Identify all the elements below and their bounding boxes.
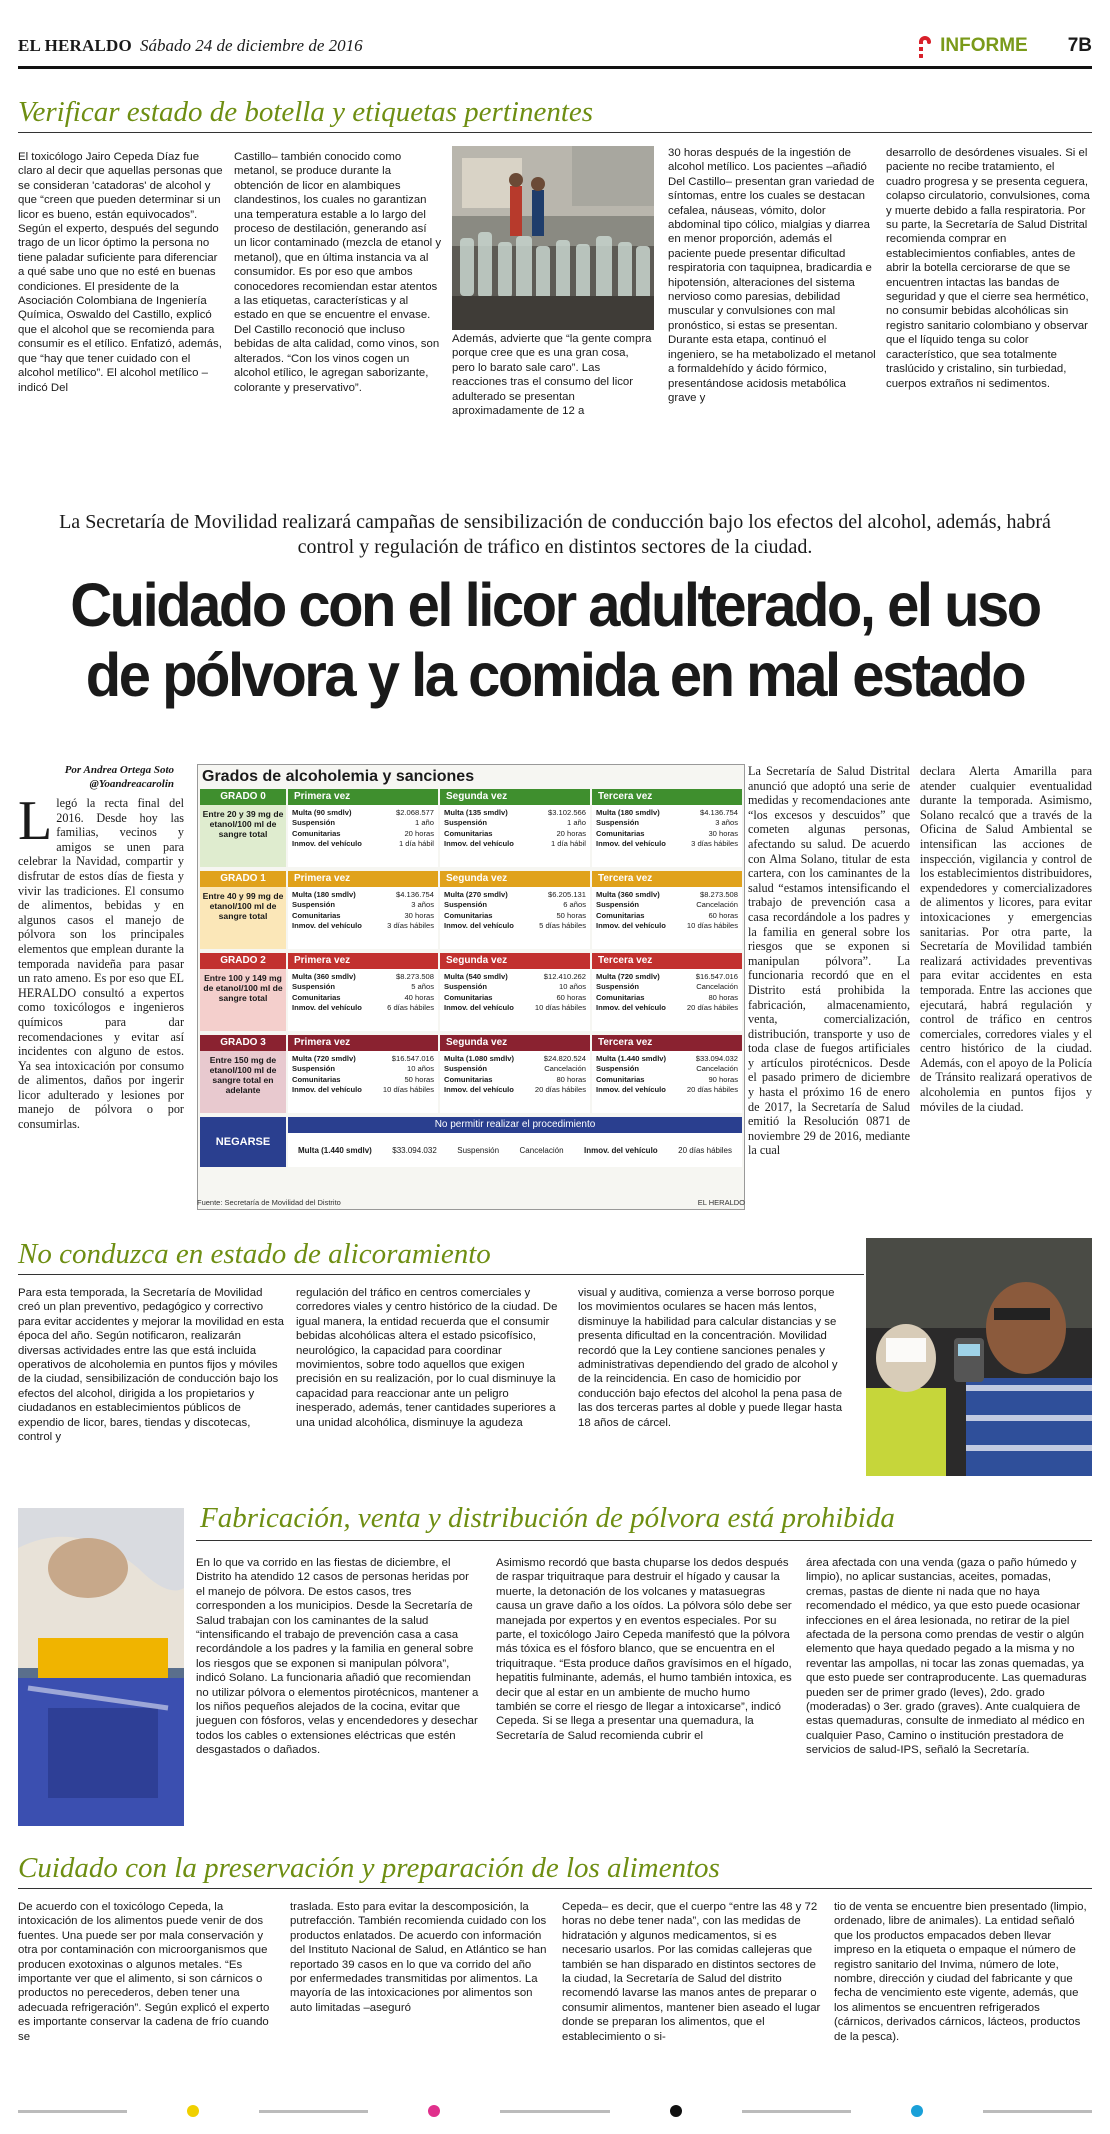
offense-heading: Tercera vez [592,1035,742,1051]
grade-row [200,1035,742,1113]
sanction-type: Suspensión [596,900,640,910]
author-name: Por Andrea Ortega Soto [64,764,174,776]
sanction-type: Inmov. del vehículo [444,921,514,931]
sanction-type: Comunitarias [596,828,645,838]
sanction-line [292,1064,434,1074]
sanction-type: Multa (360 smdlv) [596,890,660,899]
sanction-value: 10 días hábiles [534,1003,586,1013]
section-rule [18,1274,864,1275]
sanction-type: Comunitarias [292,910,341,920]
grade-description: Entre 40 y 99 mg de etanol/100 ml de sangre total [202,891,284,921]
offense-heading: Primera vez [288,953,438,969]
sanction-type: Comunitarias [444,910,493,920]
sanction-type: Suspensión [444,1064,488,1074]
sanction-value: 80 horas [708,992,738,1002]
section-title-food: Cuidado con la preservación y preparación de los alimentos [18,1852,720,1884]
sanction-line [292,839,434,849]
page-number: 7B [1067,35,1092,56]
sanction-type: Suspensión [596,818,640,828]
sanction-type: Multa (720 smdlv) [292,1054,356,1063]
sanction-line [444,921,586,931]
color-dot [911,2105,923,2117]
sanction-value: 20 días hábiles [686,1085,738,1095]
article-column: En lo que va corrido en las fiestas de diciembre, el Distrito ha atendido 12 casos de personas heridas por el manejo de pólvora. De estos casos, tres corresponden a los municipios. Desde la Secretaría de Salud trabajan con los caminantes de la salud “intensificando el trabajo de prevención casa a casa recordándole a los padres y la familia en general sobre los riesgos que se exponen si manipulan pólvora”, indicó Solano. La funcionaria añadió que recomiendan no utilizar pólvora o elementos pirotécnicos, mantener a los niños pequeños alejados de la cocina, evitar que jueguen con fósforos, velas y encendedores y desechar todos los cables o extensiones eléctricas que estén desgastados o dañados. [196,1557,479,1757]
breathalyzer-photo [866,1238,1092,1476]
newspaper-name: EL HERALDO [18,36,132,55]
sanction-type: Comunitarias [596,910,645,920]
article-column: Además, advierte que “la gente compra porque cree que es una gran cosa, pero lo barato sale caro”. Las reacciones tras el consumo del licor adulterado se presentan aproximadamente de 12 a [452,333,652,418]
sanction-value: $8.273.508 [395,972,434,981]
sanction-type: Suspensión [596,982,640,992]
sanction-value: 50 horas [556,910,586,920]
sanction-value: $16.547.016 [391,1054,434,1063]
article-column: desarrollo de desórdenes visuales. Si el paciente no recibe tratamiento, el cuadro progresa y se presenta ceguera, colapso circulatorio, convulsiones, coma y muerte debido a falla respiratoria. Por su parte, la Secretaría de Salud Distrital recomienda comprar en establecimientos confiables, antes de abrir la botella cerciorarse de que se encuentren intactas las bandas de seguridad y que el cierre sea hermético, no consumir bebidas alcohólicas sin registro sanitario colombiano y observar que el líquido tenga su color característico, que sea totalmente traslúcido y cristalino, sin turbiedad, cuerpos extraños ni sedimentos. [886,147,1090,390]
sanction-line [444,1085,586,1095]
sanction-type: Inmov. del vehículo [596,839,666,849]
refuse-value: Inmov. del vehículo [584,1145,658,1155]
sanction-type: Inmov. del vehículo [444,1085,514,1095]
sanction-type: Inmov. del vehículo [444,839,514,849]
sanction-line [596,993,738,1003]
sanction-line [444,829,586,839]
sanction-line [444,890,586,900]
article-column: Para esta temporada, la Secretaría de Movilidad creó un plan preventivo, pedagógico y correctivo para evitar accidentes y mejorar la movilidad en esta época del año. Según notificaron, realizarán diversas actividades entre las que está incluida operativos de alcoholemia en puntos fijos y móviles de la ciudad, sensibilización de conducción bajo los efectos del alcohol, dirigida a los propietarios y ciudadanos en establecimientos públicos de expendio de licor, bares, tiendas y discotecas, control y [18,1287,284,1444]
sanction-type: Multa (135 smdlv) [444,808,508,817]
sanction-type: Suspensión [444,982,488,992]
sanction-value: 20 horas [556,828,586,838]
offense-heading: Segunda vez [440,789,590,805]
sanction-type: Suspensión [292,900,336,910]
sanction-line [596,982,738,992]
sanction-value: 20 horas [404,828,434,838]
offense-heading: Primera vez [288,1035,438,1051]
sanction-value: Cancelación [696,982,738,992]
table-source: Fuente: Secretaría de Movilidad del Distrito [197,1198,341,1207]
sanction-type: Comunitarias [292,828,341,838]
sanction-value: 30 horas [404,910,434,920]
sanction-value: 10 días hábiles [382,1085,434,1095]
refuse-value: Suspensión [457,1145,500,1155]
sanction-type: Multa (360 smdlv) [292,972,356,981]
article-column: traslada. Esto para evitar la descomposición, la putrefacción. También recomienda cuidado con los productos enlatados. De acuerdo con información del Instituto Nacional de Salud, en Atlántico se han reportado 39 casos en lo que va corrido del año por enfermedades transmitidas por alimentos. La mayoría de las intoxicaciones por alimentos son auto limitadas –aseguró [290,1901,547,2014]
sanction-line [596,818,738,828]
article-column: Asimismo recordó que basta chuparse los dedos después de raspar triquitraque para destruir el hígado y causar la muerte, la detonación de los volcanes y matasuegras causa un grave daño a los oídos. La pólvora sólo debe ser manejada por expertos y en eventos especiales. Por su parte, el toxicólogo Jairo Cepeda manifestó que la pólvora más tóxica es el fósforo blanco, que se encuentra en el triquitraque. “Esta produce daños gravísimos en el hígado, hepatitis fulminante, además, el humo también intoxica, es decir que al estar en un ambiente de mucho humo también se corre el riesgo de llegar a intoxicarse”, indicó Cepeda. Si se llega a presentar una quemadura, la Secretaría de Salud recomienda cubrir el [496,1557,792,1742]
issue-date: Sábado 24 de diciembre de 2016 [139,36,363,55]
sanction-line [596,808,738,818]
sanction-type: Comunitarias [292,992,341,1002]
header-rule [18,66,1092,69]
sanction-value: $4.136.754 [395,890,434,899]
sanction-line [596,1054,738,1064]
article-column: visual y auditiva, comienza a verse borroso porque los movimientos oculares se hacen más lentos, disminuye la habilidad para calcular distancias y se presenta dificultad en la concentración. Movilidad recordó que la Ley contiene sanciones penales y administrativas dependiendo del grado de alcohol y de la reincidencia. En caso de homicidio por conducción bajo efectos del alcohol la pena pasa de las dos terceras partes al doble y puede llegar hasta 18 años de cárcel. [578,1287,843,1429]
sanction-line [444,1054,586,1064]
sanction-line [596,829,738,839]
offense-heading: Tercera vez [592,871,742,887]
burn-victim-photo [18,1508,184,1826]
refuse-label: NEGARSE [200,1117,286,1167]
sanction-value: 1 año [566,818,586,828]
sanction-line [444,993,586,1003]
sanction-value: 1 día hábil [550,839,586,849]
section-label [916,34,1028,58]
section-title-driving: No conduzca en estado de alicoramiento [18,1238,491,1270]
sanction-value: 60 horas [556,992,586,1002]
sanction-type: Comunitarias [292,1074,341,1084]
sanction-line [292,818,434,828]
sanction-type: Multa (270 smdlv) [444,890,508,899]
sanction-type: Inmov. del vehículo [292,839,362,849]
main-article-column: La Secretaría de Salud Distrital anunció que adoptó una serie de medidas y recomendaciones ante “los excesos y descuidos” que cometen algunas personas, afectando su salud. De acuerdo con Alma Solano, titular de esta cartera, con los caminantes de la salud “estamos intensificando el trabajo de prevención casa a casa recordándole a los padres y la familia en general sobre los riesgos que se exponen si manipulan pólvora”. La funcionaria recordó que en el Distrito está prohibida la fabricación, almacenamiento, venta, comercialización, distribución, transporte y uso de toda clase de fuegos artificiales y artículos pirotécnicos. Desde el pasado primero de diciembre y hasta el próximo 16 de enero de 2017, la Secretaría de Salud emitió la Resolución 0871 de noviembre 29 de 2016, mediante la cual [748,764,910,1158]
sanction-type: Multa (720 smdlv) [596,972,660,981]
sanction-value: $4.136.754 [699,808,738,817]
sanction-line [444,1064,586,1074]
sanction-type: Inmov. del vehículo [596,921,666,931]
sanction-value: $6.205.131 [547,890,586,899]
sanction-type: Suspensión [444,818,488,828]
grade-name: GRADO 2 [200,953,286,969]
sanction-type: Multa (1.440 smdlv) [596,1054,667,1063]
sanction-line [596,900,738,910]
sanction-line [596,890,738,900]
sanction-line [596,1003,738,1013]
offense-heading: Segunda vez [440,871,590,887]
refuse-value: Cancelación [519,1145,564,1155]
grade-name: GRADO 1 [200,871,286,887]
sanction-line [444,839,586,849]
grade-row [200,953,742,1031]
refuse-value: Multa (1.440 smdlv) [298,1145,372,1155]
page-footer-strip [18,2104,1092,2118]
section-rule [18,132,1092,133]
sanction-value: 1 día hábil [398,839,434,849]
sanction-value: 50 horas [404,1074,434,1084]
sanction-line [596,1085,738,1095]
sanction-value: 3 años [715,818,738,828]
sanction-value: 3 días hábiles [691,839,738,849]
sanction-type: Multa (180 smdlv) [292,890,356,899]
sanction-value: $8.273.508 [699,890,738,899]
article-column: regulación del tráfico en centros comerciales y corredores viales y centro histórico de la ciudad. De igual manera, la entidad recuerda que el consumir bebidas alcohólicas altera el estado psicofísico, neurológico, la capacidad para coordinar movimientos, sobre todo aquellos que exigen precisión en su realización, por lo cual disminuye la capacidad para reaccionar ante un peligro inesperado, además, tener cantidades superiores a una unidad alcohólica, disminuye la agudeza [296,1287,558,1429]
color-dot [670,2105,682,2117]
sanction-line [292,993,434,1003]
section-rule [18,1888,1092,1889]
main-article-column: declara Alerta Amarilla para atender cualquier eventualidad durante la temporada. Asimismo, Solano recalcó que a través de la Oficina de Salud Ambiental se intensifican las acciones de inspección, vigilancia y control de los establecimientos distribuidores, expendedores y comercializadores de alimentos y licores, para evitar intoxicaciones y emergencias sanitarias. Por otra parte, la Secretaría de Movilidad también realizará actividades preventivas para evitar accidentes en esta temporada. Entre las acciones que ejecutará, habrá regulación y control de tráfico en centros comerciales, corredores viales y el centro histórico de la ciudad. Además, con el apoyo de la Policía de Tránsito realizará operativos de alcoholemia en puntos fijos y móviles de la ciudad. [920,764,1092,1114]
sanction-line [444,818,586,828]
sanction-value: 5 días hábiles [539,921,586,931]
sanction-type: Comunitarias [596,1074,645,1084]
table-credit: EL HERALDO [697,1198,745,1207]
refuse-values [288,1133,742,1167]
refuse-value: 20 días hábiles [678,1145,732,1155]
sanction-type: Comunitarias [444,828,493,838]
sanction-line [292,1003,434,1013]
main-article-text: legó la recta final del 2016. Desde hoy las familias, vecinos y amigos se unen para celebrar la Navidad, compartir y disfrutar de estos días de fiesta y vivir las tradiciones. El consumo de alimentos, bebidas y en algunos casos el manejo de pólvora son los principales elementos que emplean durante la temporada navideña para pasar un rato ameno. Es por eso que EL HERALDO consultó a expertos como toxicólogos e ingenieros químicos para dar recomendaciones y evitar así incidentes con alguno de estos. Ya sea intoxicación por consumo de alimentos, daños por ingerir licor adulterado y lesiones por manejo de pólvora o por consumirlas. [18,796,184,1132]
main-headline: Cuidado con el licor adulterado, el uso de pólvora y la comida en mal estado [70,571,1040,709]
offense-heading: Primera vez [288,871,438,887]
sanction-type: Comunitarias [444,992,493,1002]
sanction-line [292,1054,434,1064]
grade-name: GRADO 3 [200,1035,286,1051]
sanction-line [292,921,434,931]
grade-description: Entre 100 y 149 mg de etanol/100 ml de sangre total [203,973,283,1003]
article-column: 30 horas después de la ingestión de alcohol metílico. Los pacientes –añadió Del Castillo– presentan gran variedad de síntomas, entre los cuales se destacan cefalea, náuseas, vómito, dolor abdominal tipo cólico, mialgias y diarrea en menor proporción, además el paciente puede presentar dificultad respiratoria con taquipnea, bradicardia e hipotensión, alteraciones del sistema nervioso como paresias, debilidad muscular y convulsiones con mal pronóstico, si estas se presentan. Durante esta etapa, continuó el ingeniero, se ha metabolizado el metanol a formaldehído y ácido fórmico, presentándose acidosis metabólica grave y [668,147,876,404]
sanction-value: 10 días hábiles [686,921,738,931]
offense-heading: Segunda vez [440,953,590,969]
sanction-value: Cancelación [696,1064,738,1074]
sanction-value: $33.094.032 [695,1054,738,1063]
sanction-type: Inmov. del vehículo [292,1085,362,1095]
article-column: El toxicólogo Jairo Cepeda Díaz fue claro al decir que aquellas personas que se consideran 'catadoras' de alcohol y que “creen que pueden determinar si un licor es bueno, están equivocados”. Según el experto, después del segundo trago de un licor óptimo la persona no tiene paladar suficiente para diferenciar a qué sabe uno que no esté en buenas condiciones. El presidente de la Asociación Colombiana de Ingeniería Química, Oswaldo del Castillo, explicó que el alcohol que se recomienda para consumir es el etílico. Enfatizó, además, que “hay que tener cuidado con el alcohol metílico”. El alcohol metílico –indicó Del [18,151,223,394]
sanction-line [292,829,434,839]
refuse-value: $33.094.032 [392,1145,437,1155]
sanction-type: Inmov. del vehículo [444,1003,514,1013]
section-rule [196,1540,1092,1541]
sanction-type: Suspensión [292,1064,336,1074]
sanction-value: 80 horas [556,1074,586,1084]
sanction-type: Multa (1.080 smdlv) [444,1054,515,1063]
grade-description: Entre 150 mg de etanol/100 ml de sangre total en adelante [209,1055,277,1095]
sanction-type: Comunitarias [596,992,645,1002]
sanction-line [444,808,586,818]
article-column: Castillo– también conocido como metanol, se produce durante la obtención de licor en alambiques clandestinos, los cuales no garantizan una temperatura estable a lo largo del proceso de destilación, generando así un licor contaminado (mezcla de etanol y metanol), que en última instancia va al consumidor. Es por eso que ambos conocedores recomiendan estar atentos a las etiquetas, características y al estado en que se encuentre el envase. Del Castillo reconoció que incluso bebidas de alta calidad, como vinos, son alterados. “Con los vinos cogen un alcohol etílico, le agregan saborizante, colorante y preservativo”. [234,151,442,394]
article-column: tio de venta se encuentre bien presentado (limpio, ordenado, libre de animales). La entidad señaló que los productos empacados deben llevar impreso en la etiqueta o empaque el número de registro sanitario del Invima, número de lote, nombre, dirección y ciudad del fabricante y que fecha de vencimiento este vigente, además, que los alimentos se encuentren refrigerados (cárnicos, derivados cárnicos, lácteos, productos de la pesca). [834,1901,1087,2043]
sanction-type: Suspensión [444,900,488,910]
sanction-value: $12.410.262 [543,972,586,981]
sanction-line [292,911,434,921]
color-dot [428,2105,440,2117]
sanction-line [596,1075,738,1085]
sanction-value: 20 días hábiles [686,1003,738,1013]
sanction-line [596,921,738,931]
sanction-line [292,890,434,900]
refuse-heading: No permitir realizar el procedimiento [288,1117,742,1133]
sanction-line [444,1003,586,1013]
sanction-value: $16.547.016 [695,972,738,981]
sanction-line [444,1075,586,1085]
sanction-value: 20 días hábiles [534,1085,586,1095]
sanction-line [596,972,738,982]
sanction-value: Cancelación [544,1064,586,1074]
section-name: INFORME [940,35,1028,56]
sanction-value: 3 años [411,900,434,910]
sanction-value: 40 horas [404,992,434,1002]
sanction-value: 6 días hábiles [387,1003,434,1013]
article-column: De acuerdo con el toxicólogo Cepeda, la intoxicación de los alimentos puede venir de dos fuentes. Una puede ser por mala conservación y otra por contaminación con microorganismos que producen exotoxinas o algunos metales. “Es importante ver que el alimento, si son cárnicos o productos no perecederos, deben tener una adecuada refrigeración”. Según explicó el experto es importante conservar la cadena de frío cuando se [18,1901,270,2043]
sanction-type: Multa (540 smdlv) [444,972,508,981]
sanction-line [292,900,434,910]
sanction-line [292,1085,434,1095]
color-dot [187,2105,199,2117]
sanction-value: 10 años [406,1064,434,1074]
sanction-line [596,839,738,849]
article-column: Cepeda– es decir, que el cuerpo “entre las 48 y 72 horas no debe tener nada”, con las medidas de hidratación y algunos medicamentos, si es necesario usarlos. Por las comidas callejeras que también se han disparado en distintos sectores de la ciudad, la Secretaría de Salud del distrito recomendó lavarse las manos antes de preparar o consumir alimentos, mantener bien aseado el lugar donde se preparan los alimentos, que el establecimiento o si- [562,1901,821,2043]
sanction-line [444,911,586,921]
sanction-line [292,808,434,818]
sanction-type: Inmov. del vehículo [596,1085,666,1095]
sanction-line [292,982,434,992]
article-column: área afectada con una venda (gaza o paño húmedo y limpio), no aplicar sustancias, aceites, pomadas, cremas, pastas de diente ni nada que no haya recomendado el médico, ya que esto puede ocasionar infecciones en el área lesionada, no retirar de la piel afectada de la persona como prendas de vestir o algún elemento que haya quedado pegado a la misma y no reventar las ampollas, ni tocar las zonas quemadas, ya que esto puede ser contraproducente. Las quemaduras pueden ser de primer grado (leves), 2do. grado (moderadas) o 3er. grado (graves). Ante cualquiera de estas quemaduras, consulte de inmediato al médico en cualquier Paso, Camino o institución prestadora de servicios de salud-IPS, señaló la Secretaría. [806,1557,1087,1757]
sanction-line [444,972,586,982]
sanction-value: 60 horas [708,910,738,920]
grade-name: GRADO 0 [200,789,286,805]
byline [24,763,174,791]
grade-row [200,871,742,949]
sanction-line [596,1064,738,1074]
sanction-value: 3 días hábiles [387,921,434,931]
sanction-type: Suspensión [596,1064,640,1074]
liquor-bottles-photo [452,146,654,330]
offense-heading: Tercera vez [592,953,742,969]
grade-description: Entre 20 y 39 mg de etanol/100 ml de sangre total [202,809,284,839]
grade-row [200,789,742,867]
alcohol-grades-table [197,764,745,1210]
offense-heading: Primera vez [288,789,438,805]
section-title-bottle: Verificar estado de botella y etiquetas pertinentes [18,96,594,128]
sanction-value: 6 años [563,900,586,910]
offense-heading: Segunda vez [440,1035,590,1051]
sanction-line [292,1075,434,1085]
section-title-gunpowder: Fabricación, venta y distribución de pólvora está prohibida [200,1502,895,1534]
drop-cap: L [18,796,53,852]
sanction-value: $3.102.566 [547,808,586,817]
sanction-type: Inmov. del vehículo [292,1003,362,1013]
candy-cane-icon [916,34,934,58]
sanction-line [596,911,738,921]
sanction-type: Multa (90 smdlv) [292,808,352,817]
sanction-value: 30 horas [708,828,738,838]
sanction-type: Suspensión [292,982,336,992]
sanction-value: Cancelación [696,900,738,910]
sanction-value: $24.820.524 [543,1054,586,1063]
sanction-line [292,972,434,982]
sanction-value: 1 año [414,818,434,828]
page-header [18,28,1092,64]
sanction-type: Multa (180 smdlv) [596,808,660,817]
sanction-value: 90 horas [708,1074,738,1084]
article-deck: La Secretaría de Movilidad realizará campañas de sensibilización de conducción bajo los efectos del alcohol, además, habrá control y regulación de tráfico en distintos sectores de la ciudad. [59,511,1051,558]
sanction-type: Comunitarias [444,1074,493,1084]
offense-heading: Tercera vez [592,789,742,805]
sanction-type: Inmov. del vehículo [292,921,362,931]
refuse-row [200,1117,742,1167]
sanction-line [444,900,586,910]
sanction-type: Inmov. del vehículo [596,1003,666,1013]
sanction-value: 5 años [411,982,434,992]
table-title: Grados de alcoholemia y sanciones [202,768,475,785]
sanction-value: 10 años [558,982,586,992]
table-footer [197,1198,745,1207]
sanction-value: $2.068.577 [395,808,434,817]
sanction-type: Suspensión [292,818,336,828]
sanction-line [444,982,586,992]
main-article-column [18,796,184,1206]
author-handle: @Yoandreacarolin [89,778,174,790]
